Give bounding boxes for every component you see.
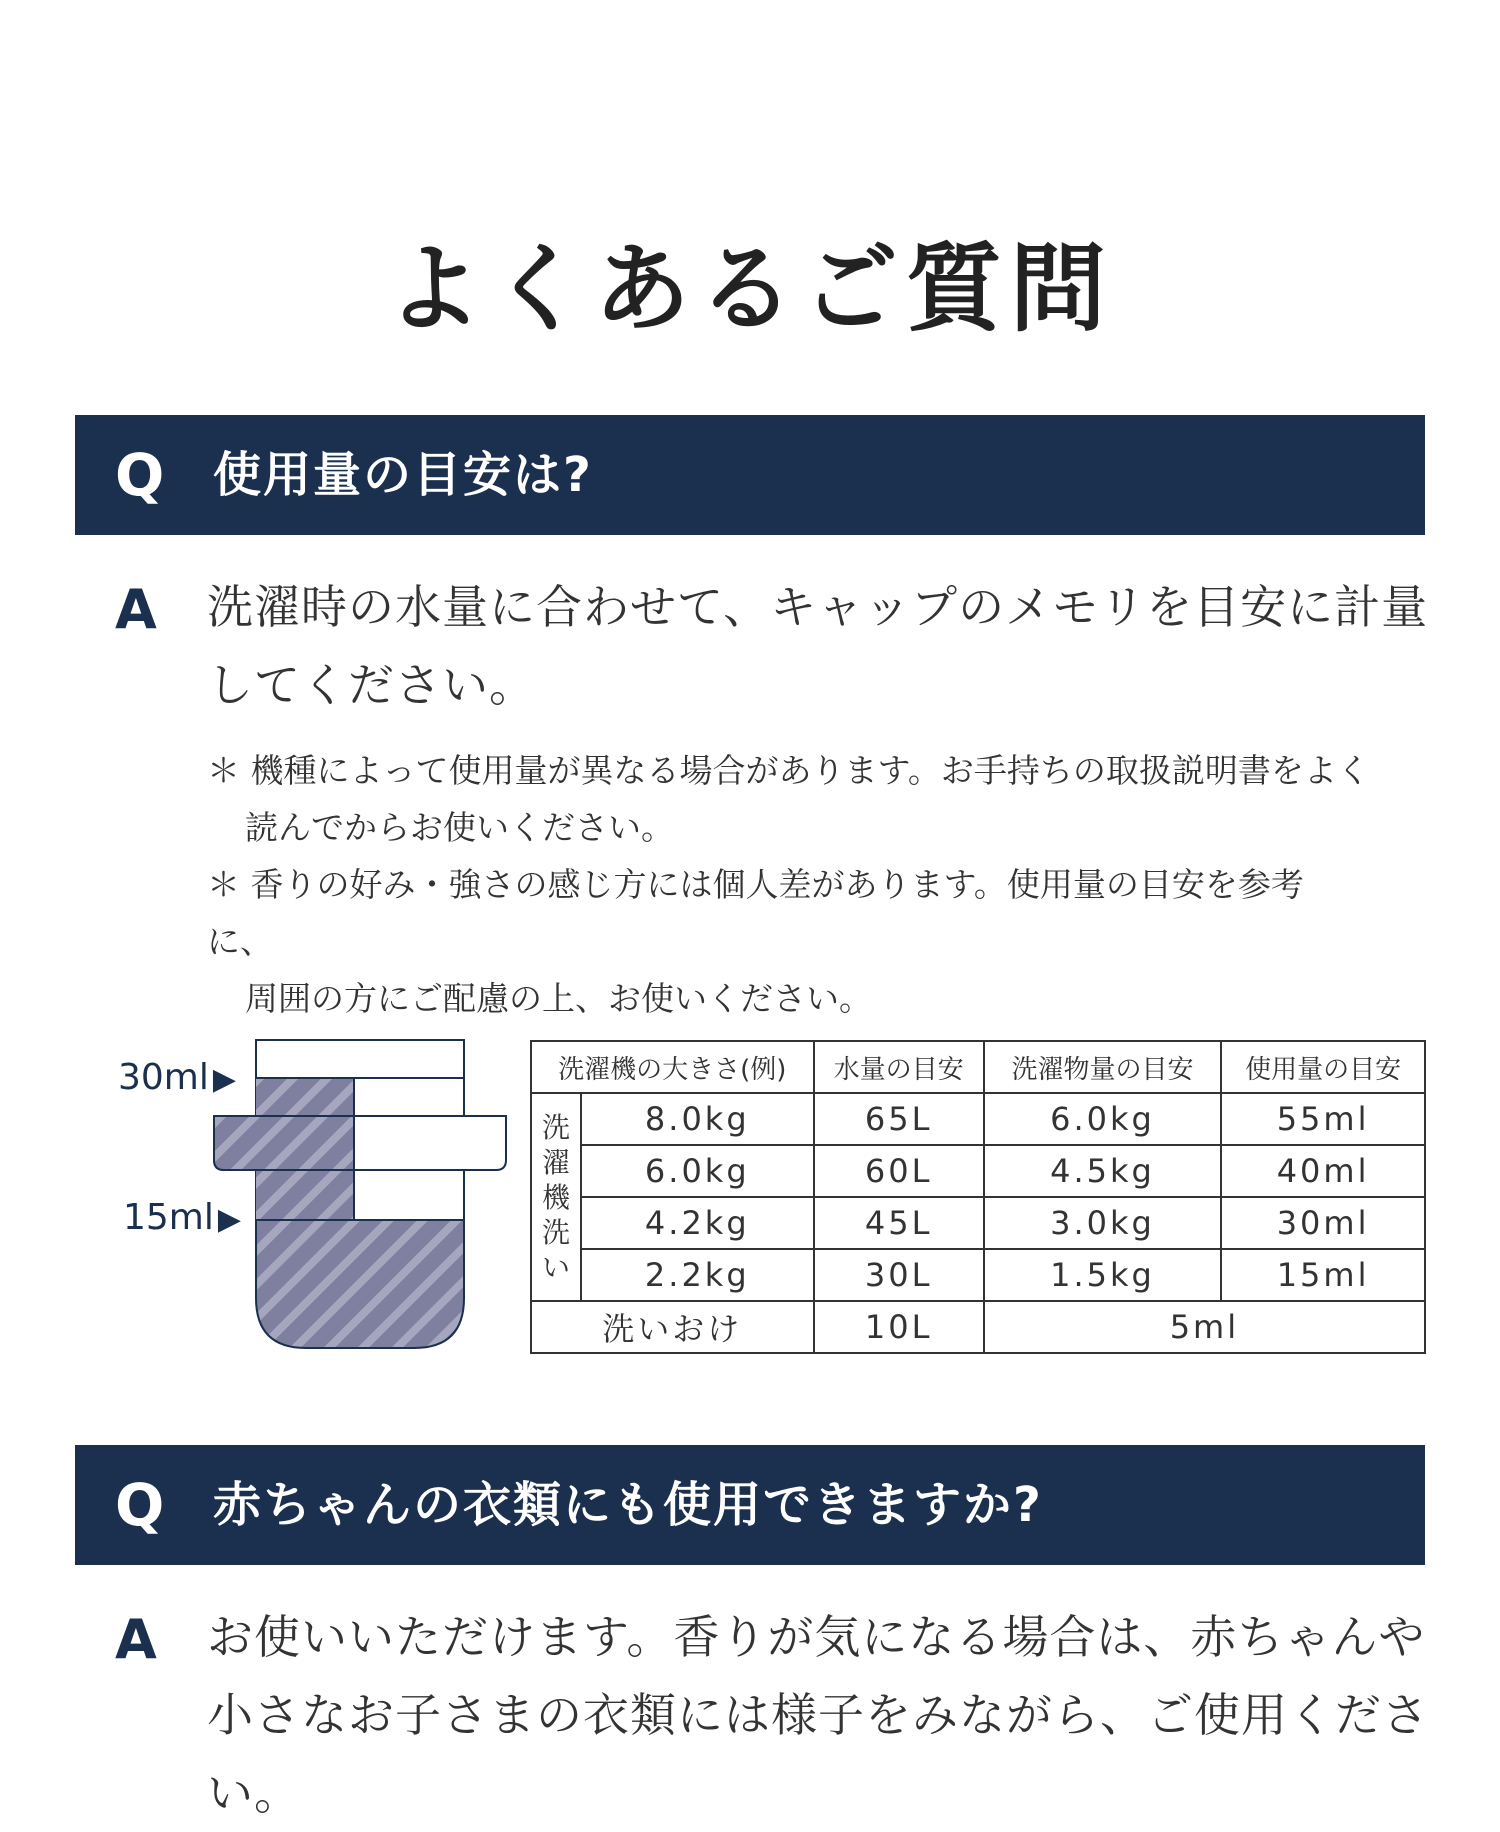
question-bar-usage (75, 415, 1425, 535)
table-header: 洗濯機の大きさ(例) (531, 1041, 814, 1093)
table-cell: 3.0kg (984, 1197, 1221, 1249)
table-cell: 洗いおけ (531, 1301, 814, 1353)
table-header: 洗濯物量の目安 (984, 1041, 1221, 1093)
answer-mark: A (115, 578, 157, 641)
question-text: 使用量の目安は? (213, 447, 593, 503)
table-cell: 30ml (1221, 1197, 1425, 1249)
table-footer-row (531, 1301, 1425, 1353)
table-row (531, 1197, 1425, 1249)
group-label-washer (531, 1093, 581, 1301)
table-cell: 4.5kg (984, 1145, 1221, 1197)
table-cell: 65L (814, 1093, 984, 1145)
question-mark: Q (115, 441, 165, 509)
table-header: 使用量の目安 (1221, 1041, 1425, 1093)
cap-label-text: 30ml (118, 1057, 209, 1098)
table-row (531, 1145, 1425, 1197)
table-row (531, 1093, 1425, 1145)
question-text: 赤ちゃんの衣類にも使用できますか? (213, 1477, 1043, 1533)
page-title: よくあるご質問 (386, 233, 1114, 346)
cap-rim-fill (214, 1116, 354, 1170)
table-cell: 6.0kg (581, 1145, 814, 1197)
table-cell: 30L (814, 1249, 984, 1301)
table-cell: 40ml (1221, 1145, 1425, 1197)
note-line: 周囲の方にご配慮の上、お使いください。 (245, 979, 872, 1018)
answer-line: してください。 (207, 658, 536, 712)
table-cell: 2.2kg (581, 1249, 814, 1301)
group-label-char: 機 (541, 1180, 570, 1214)
usage-table (530, 1040, 1426, 1354)
table-cell: 8.0kg (581, 1093, 814, 1145)
notes (207, 742, 1427, 1027)
triangle-right-icon: ▶ (212, 1062, 236, 1097)
question-bar-baby (75, 1445, 1425, 1565)
table-cell: 4.2kg (581, 1197, 814, 1249)
group-label-char: い (541, 1250, 570, 1284)
triangle-right-icon: ▶ (217, 1202, 241, 1237)
table-cell: 1.5kg (984, 1249, 1221, 1301)
group-label-char: 洗 (541, 1215, 570, 1249)
answer-mark: A (115, 1608, 157, 1671)
answer-line: お使いいただけます。香りが気になる場合は、赤ちゃんや (207, 1610, 1426, 1664)
table-cell: 45L (814, 1197, 984, 1249)
measuring-cap-diagram (200, 1030, 520, 1360)
table-cell: 10L (814, 1301, 984, 1353)
table-header-row (531, 1041, 1425, 1093)
table-row (531, 1249, 1425, 1301)
answer-line: 洗濯時の水量に合わせて、キャップのメモリを目安に計量 (207, 580, 1429, 634)
table-header: 水量の目安 (814, 1041, 984, 1093)
note-line: ＊ 機種によって使用量が異なる場合があります。お手持ちの取扱説明書をよく (207, 751, 1370, 790)
cap-label-text: 15ml (123, 1197, 214, 1238)
group-label-char: 濯 (541, 1145, 570, 1179)
note-line: ＊ 香りの好み・強さの感じ方には個人差があります。使用量の目安を参考 (207, 865, 1304, 904)
table-cell: 55ml (1221, 1093, 1425, 1145)
table-cell: 60L (814, 1145, 984, 1197)
table-cell: 5ml (984, 1301, 1425, 1353)
question-mark: Q (115, 1471, 165, 1539)
answer-line: 小さなお子さまの衣類には様子をみながら、ご使用ください。 (207, 1688, 1429, 1820)
answer-text (207, 1598, 1437, 1832)
table-cell: 15ml (1221, 1249, 1425, 1301)
note-line: 読んでからお使いください。 (245, 808, 674, 847)
answer-text (207, 568, 1437, 724)
group-label-char: 洗 (541, 1110, 570, 1144)
table-cell: 6.0kg (984, 1093, 1221, 1145)
note-line: に、 (207, 922, 273, 961)
cap-fill-15ml (256, 1220, 464, 1348)
